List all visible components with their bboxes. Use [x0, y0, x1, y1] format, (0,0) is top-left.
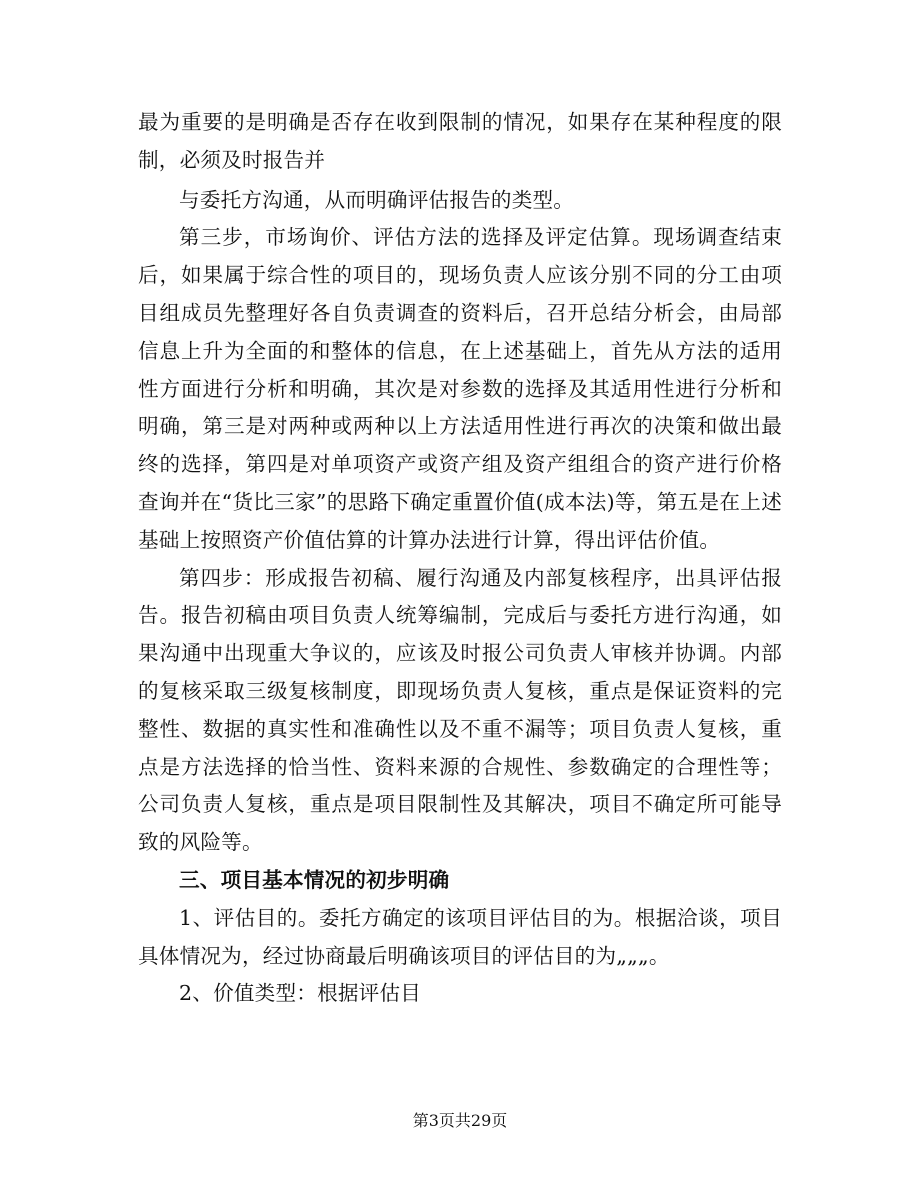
paragraph-3: 第三步，市场询价、评估方法的选择及评定估算。现场调查结束后，如果属于综合性的项目的，现场负责人应该分别不同的分工由项目组成员先整理好各自负责调查的资料后，召开总结分析会，由局部信息上升为全面的和整体的信息，在上述基础上，首先从方法的适用性方面进行分析和明确，其次是对参数的选择及其适用性进行分析和明确，第三是对两种或两种以上方法适用性进行再次的决策和做出最终的选择，第四是对单项资产或资产组及资产组组合的资产进行价格查询并在“货比三家”的思路下确定重置价值(成本法)等，第五是在上述基础上按照资产价值估算的计算办法进行计算，得出评估价值。 [138, 225, 782, 552]
page-number-footer: 第3页共29页 [412, 1111, 508, 1130]
document-body [138, 104, 782, 1013]
paragraph-1: 最为重要的是明确是否存在收到限制的情况，如果存在某种程度的限制，必须及时报告并 [138, 110, 782, 172]
paragraph-2: 与委托方沟通，从而明确评估报告的类型。 [179, 187, 575, 212]
paragraph-6: 2、价值类型：根据评估目 [179, 981, 422, 1006]
paragraph-5: 1、评估目的。委托方确定的该项目评估目的为。根据洽谈，项目具体情况为，经过协商最后明确该项目的评估目的为„„„。 [138, 905, 782, 968]
paragraph-4: 第四步：形成报告初稿、履行沟通及内部复核程序，出具评估报告。报告初稿由项目负责人统筹编制，完成后与委托方进行沟通，如果沟通中出现重大争议的，应该及时报公司负责人审核并协调。内部的复核采取三级复核制度，即现场负责人复核，重点是保证资料的完整性、数据的真实性和准确性以及不重不漏等；项目负责人复核，重点是方法选择的恰当性、资料来源的合规性、参数确定的合理性等；公司负责人复核，重点是项目限制性及其解决，项目不确定所可能导致的风险等。 [138, 565, 782, 855]
section-heading: 三、项目基本情况的初步明确 [179, 867, 450, 892]
